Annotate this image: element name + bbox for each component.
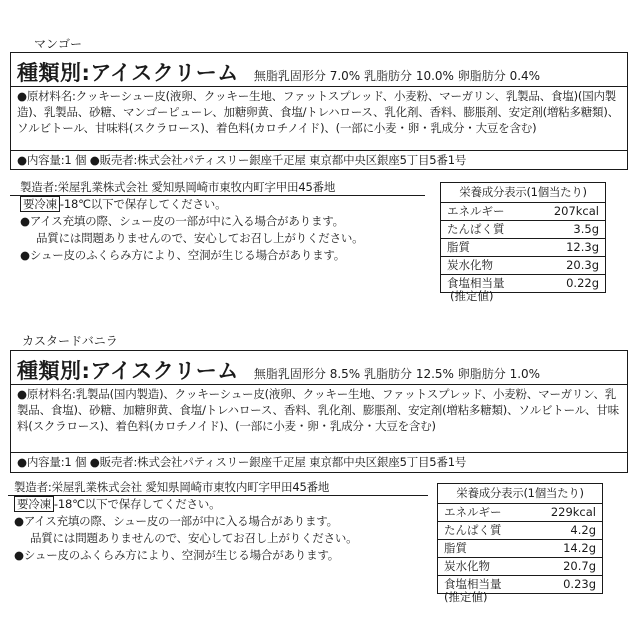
nutrient-name: 炭水化物 [447, 258, 493, 272]
nutrition-header: 栄養成分表示(1個当たり) [441, 183, 605, 203]
nutrient-value: 20.7g [563, 559, 596, 573]
content-and-seller: ●内容量:1 個 ●販売者:株式会社パティスリー銀座千疋屋 東京都中央区銀座5丁目5番1号 [17, 455, 467, 469]
storage-text: -18℃以下で保存してください。 [59, 197, 227, 211]
lower-info [20, 179, 420, 264]
product-kind: 種類別:アイスクリーム [17, 61, 239, 85]
nutrient-value: 14.2g [563, 541, 596, 555]
content-and-seller: ●内容量:1 個 ●販売者:株式会社パティスリー銀座千疋屋 東京都中央区銀座5丁目5番1号 [17, 153, 467, 167]
nutrient-name: エネルギー [447, 204, 505, 218]
nutrition-header: 栄養成分表示(1個当たり) [438, 484, 602, 504]
note-3: ●シュー皮のふくらみ方により、空洞が生じる場合があります。 [20, 248, 346, 262]
note-1: ●アイス充填の際、シュー皮の一部が中に入る場合があります。 [20, 214, 344, 228]
manufacturer: 製造者:栄屋乳業株式会社 愛知県岡崎市東牧内町字甲田45番地 [14, 480, 330, 494]
note-3: ●シュー皮のふくらみ方により、空洞が生じる場合があります。 [14, 548, 340, 562]
manufacturer-divider [8, 495, 428, 496]
nutrition-row [441, 203, 605, 221]
note-2: 品質には問題ありませんので、安心してお召し上がりください。 [30, 531, 358, 545]
nutrition-row [441, 239, 605, 257]
composition: 無脂乳固形分 8.5% 乳脂肪分 12.5% 卵脂肪分 1.0% [253, 367, 541, 381]
nutrient-value: 3.5g [573, 222, 599, 236]
nutrient-value: 207kcal [553, 204, 599, 218]
manufacturer-divider [10, 195, 425, 196]
ingredients: ●原材料名:クッキーシュー皮(液卵、クッキー生地、ファットスプレッド、小麦粉、マーガリン、乳製品、食塩)(国内製造)、乳製品、砂糖、マンゴーピューレ、加糖卵黄、食塩/トレハロース、乳化剤、香料、膨脹剤、安定剤(増粘多糖類)、ソルビトール、甘味料(スクラロース)、着色料(カロチノイド)、(一部に小麦・卵・乳成分・大豆を含む) [17, 89, 619, 135]
composition: 無脂乳固形分 7.0% 乳脂肪分 10.0% 卵脂肪分 0.4% [253, 69, 541, 83]
title-row [17, 57, 540, 87]
nutrient-name: たんぱく質 [447, 222, 505, 236]
nutrient-name: 食塩相当量 [447, 276, 505, 290]
main-info-box [10, 52, 628, 170]
custard-vanilla-label [0, 320, 640, 640]
nutrient-name: 脂質 [444, 541, 467, 555]
estimate-note: (推定値) [444, 590, 488, 604]
nutrient-name: 脂質 [447, 240, 470, 254]
product-kind: 種類別:アイスクリーム [17, 359, 239, 383]
title-divider [11, 384, 627, 385]
nutrient-value: 0.22g [566, 276, 599, 290]
estimate-note: (推定値) [450, 289, 494, 303]
nutrient-value: 20.3g [566, 258, 599, 272]
storage-line [20, 196, 420, 213]
note-1: ●アイス充填の際、シュー皮の一部が中に入る場合があります。 [14, 514, 338, 528]
storage-text: -18℃以下で保存してください。 [53, 497, 221, 511]
nutrient-name: 食塩相当量 [444, 577, 502, 591]
title-row [17, 355, 540, 385]
nutrition-row [441, 221, 605, 239]
nutrition-table [437, 483, 603, 594]
nutrient-name: たんぱく質 [444, 523, 502, 537]
nutrition-row [438, 504, 602, 522]
manufacturer: 製造者:栄屋乳業株式会社 愛知県岡崎市東牧内町字甲田45番地 [20, 180, 336, 194]
storage-tag: 要冷凍 [14, 496, 54, 512]
nutrition-table [440, 182, 606, 293]
lower-info [14, 479, 414, 564]
storage-tag: 要冷凍 [20, 196, 60, 212]
flavor-name: カスタードバニラ [22, 334, 118, 348]
title-divider [11, 86, 627, 87]
nutrient-value: 12.3g [566, 240, 599, 254]
storage-line [14, 496, 414, 513]
nutrition-row [438, 522, 602, 540]
ingredients: ●原材料名:乳製品(国内製造)、クッキーシュー皮(液卵、クッキー生地、ファットスプレッド、小麦粉、マーガリン、乳製品、食塩)、砂糖、加糖卵黄、食塩/トレハロース、香料、乳化剤、膨脹剤、安定剤(増粘多糖類)、ソルビトール、甘味料(スクラロース)、着色料(カロチノイド)、(一部に小麦・卵・乳成分・大豆を含む) [17, 387, 619, 433]
note-2: 品質には問題ありませんので、安心してお召し上がりください。 [36, 231, 364, 245]
nutrition-row [438, 558, 602, 576]
nutrition-row [438, 540, 602, 558]
nutrient-value: 229kcal [550, 505, 596, 519]
nutrient-value: 0.23g [563, 577, 596, 591]
nutrient-value: 4.2g [570, 523, 596, 537]
content-divider [11, 150, 627, 151]
content-divider [11, 452, 627, 453]
main-info-box [10, 350, 628, 473]
nutrient-name: エネルギー [444, 505, 502, 519]
flavor-name: マンゴー [34, 37, 83, 51]
nutrition-row [441, 257, 605, 275]
nutrient-name: 炭水化物 [444, 559, 490, 573]
